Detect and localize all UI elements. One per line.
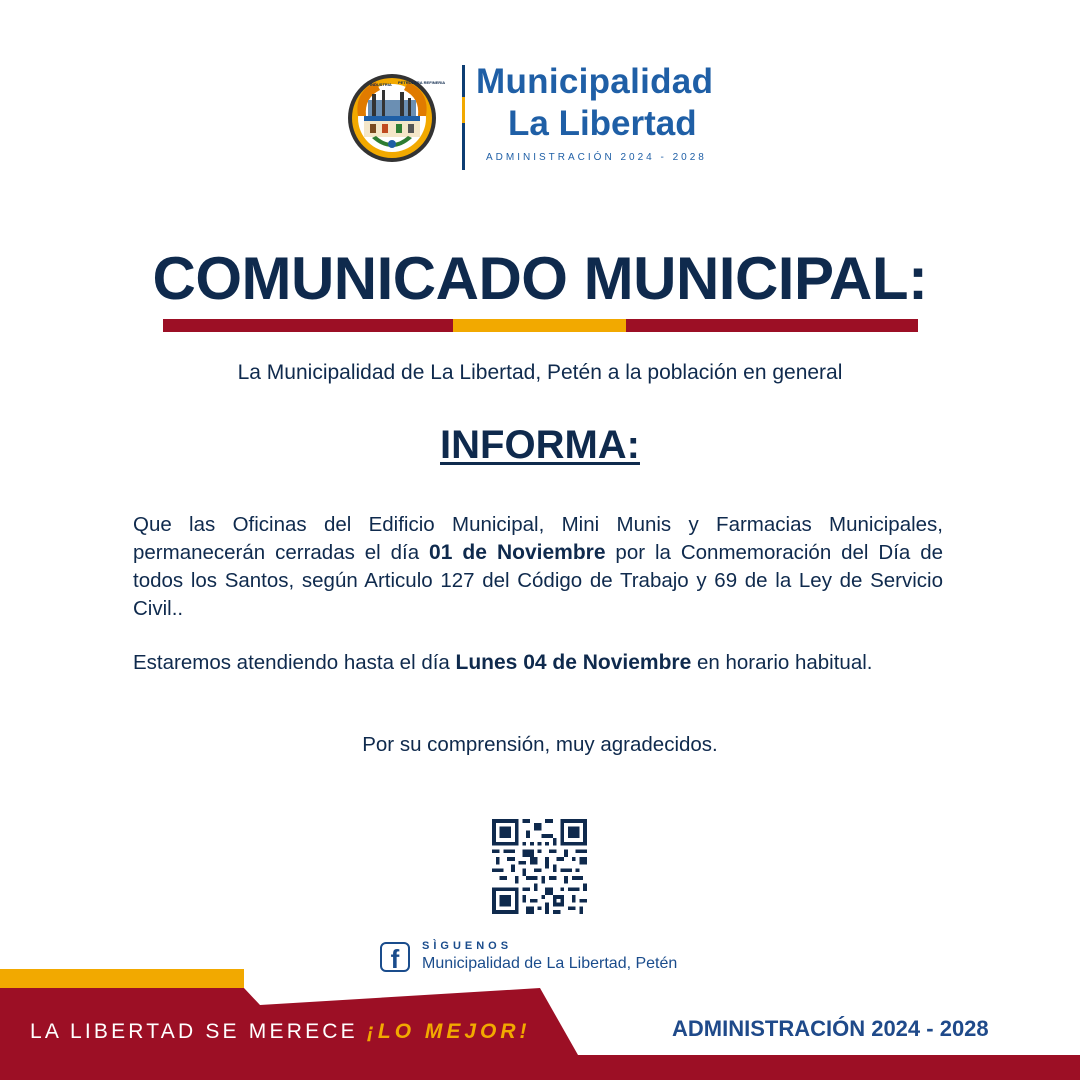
p1-text-a: Que las Oficinas del Edificio Municipal, Mini Munis y Farmacias Municipales, permanecerán cerradas el día	[133, 513, 943, 564]
seal-text-left: INDUSTRIA	[370, 82, 392, 87]
p1-date-highlight: 01 de Noviembre	[429, 541, 606, 564]
slogan-emphasis: ¡LO MEJOR!	[366, 1020, 531, 1043]
p1-text-b: por la Conmemoración del Día de todos los Santos, según Articulo 127 del Código de Trabajo y 69 de la Ley de Servicio Civil..	[133, 541, 944, 620]
slogan-text: LA LIBERTAD SE MERECE	[30, 1020, 367, 1043]
footer-slogan	[30, 1020, 531, 1044]
facebook-icon[interactable]: f	[380, 942, 410, 972]
follow-label: SÌGUENOS	[422, 940, 513, 952]
intro-text: La Municipalidad de La Libertad, Petén a la población en general	[237, 361, 843, 384]
p2-text-b: en horario habitual.	[691, 651, 873, 674]
brand-administration: ADMINISTRACIÓN 2024 - 2028	[486, 152, 707, 163]
seal-text-right: PETROLERA REFINERIA	[398, 80, 446, 85]
informa-heading-text: INFORMA:	[440, 423, 640, 467]
p2-text-a: Estaremos atendiendo hasta el día	[133, 651, 456, 674]
p2-date-highlight: Lunes 04 de Noviembre	[455, 651, 692, 674]
facebook-page-name[interactable]: Municipalidad de La Libertad, Petén	[422, 955, 678, 972]
thanks-text: Por su comprensión, muy agradecidos.	[362, 733, 718, 756]
brand-name-line1: Municipalidad	[476, 62, 714, 101]
brand-name-line2: La Libertad	[508, 104, 697, 143]
footer-administration: ADMINISTRACIÓN 2024 - 2028	[672, 1016, 989, 1041]
page-title: COMUNICADO MUNICIPAL:	[152, 245, 928, 312]
